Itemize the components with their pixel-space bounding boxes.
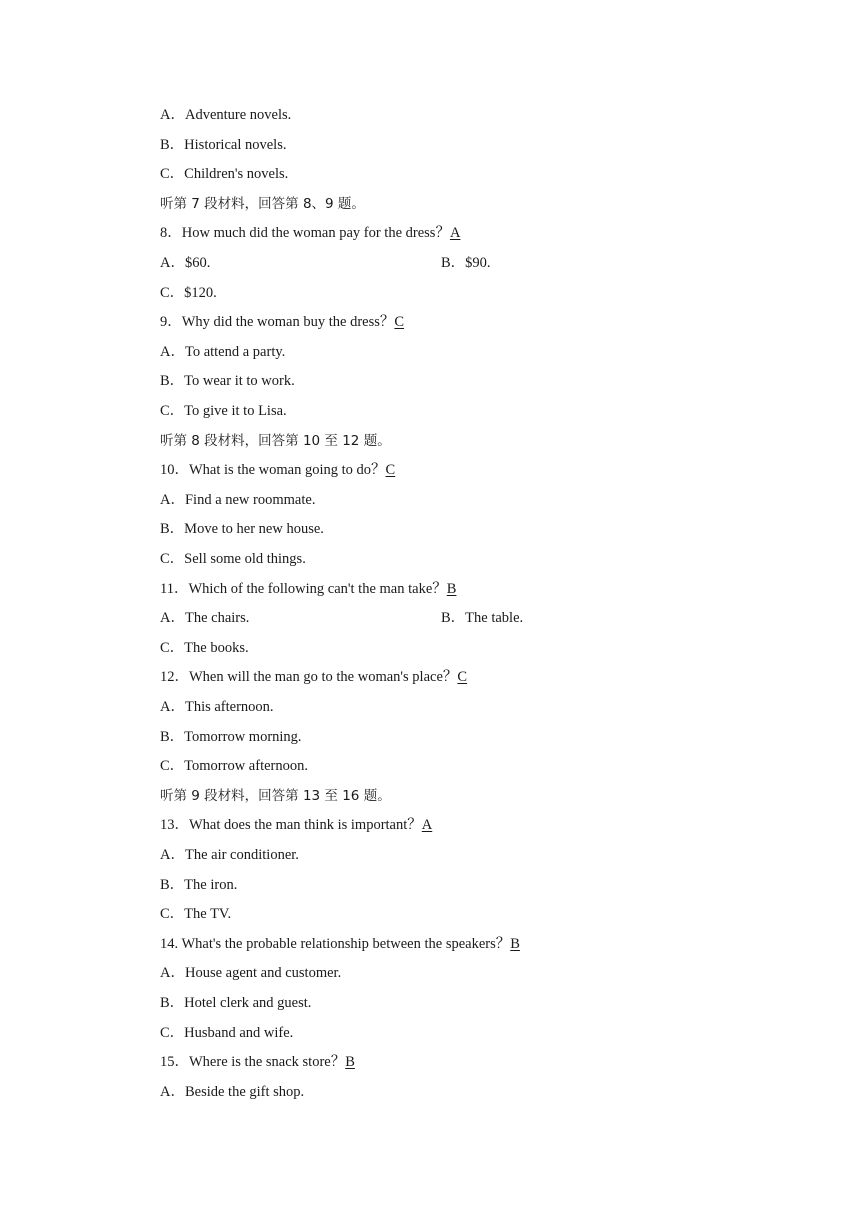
question-text: 9．Why did the woman buy the dress？	[160, 314, 395, 331]
answer-key: B	[446, 580, 457, 597]
option-text: A．The chairs.	[160, 610, 250, 627]
option-line: C．Husband and wife.	[160, 1024, 294, 1041]
question-text: 14. What's the probable relationship between the speakers？	[160, 935, 511, 952]
option-line: C．The books.	[160, 639, 249, 656]
question-line	[160, 224, 460, 242]
option-line: A．Adventure novels.	[160, 107, 292, 123]
option-line: B．Move to her new house.	[160, 521, 324, 538]
option-line: A．This afternoon.	[160, 699, 274, 715]
section-heading: 听第 9 段材料，回答第 13 至 16 题。	[160, 787, 391, 804]
option-line: B．Historical novels.	[160, 136, 287, 153]
question-line	[160, 816, 432, 834]
option-line: C．Children's novels.	[160, 166, 289, 183]
question-text: 10．What is the woman going to do？	[160, 462, 386, 479]
section-heading: 听第 7 段材料，回答第 8、9 题。	[160, 195, 365, 212]
option-line: B．Tomorrow morning.	[160, 728, 302, 745]
answer-key: A	[449, 225, 461, 242]
answer-key: B	[345, 1054, 355, 1071]
option-line: A．House agent and customer.	[160, 965, 342, 982]
option-line: A．Find a new roommate.	[160, 491, 316, 508]
question-text: 13．What does the man think is important？	[160, 817, 422, 834]
question-text: 12．When will the man go to the woman's place？	[160, 669, 458, 686]
question-line	[160, 1053, 355, 1071]
option-line: C．Sell some old things.	[160, 551, 306, 567]
option-line: C．Tomorrow afternoon.	[160, 758, 308, 775]
option-line: C．The TV.	[160, 906, 232, 923]
answer-key: B	[510, 935, 520, 952]
question-line	[160, 313, 404, 331]
option-line: A．To attend a party.	[160, 343, 286, 360]
question-line	[160, 935, 520, 953]
answer-key: C	[385, 462, 396, 479]
question-text: 15．Where is the snack store？	[160, 1054, 346, 1071]
answer-key: C	[394, 314, 405, 331]
option-line: A．Beside the gift shop.	[160, 1083, 305, 1100]
option-text: A．$60.	[160, 255, 211, 271]
option-line: B．The iron.	[160, 876, 238, 893]
question-text: 8．How much did the woman pay for the dress？	[160, 225, 450, 242]
question-line	[160, 461, 395, 479]
option-line: B．To wear it to work.	[160, 373, 295, 390]
option-line: C．$120.	[160, 284, 217, 301]
answer-key: A	[421, 817, 433, 834]
question-line	[160, 580, 456, 598]
question-text: 11．Which of the following can't the man take？	[160, 580, 447, 597]
option-line: B．Hotel clerk and guest.	[160, 995, 312, 1011]
option-text: B．$90.	[441, 255, 491, 271]
section-heading: 听第 8 段材料，回答第 10 至 12 题。	[160, 432, 391, 449]
option-text: B．The table.	[441, 610, 524, 627]
option-pair-line	[160, 254, 491, 272]
question-line	[160, 668, 467, 686]
option-line: A．The air conditioner.	[160, 847, 299, 863]
answer-key: C	[457, 669, 468, 686]
option-line: C．To give it to Lisa.	[160, 403, 287, 419]
option-pair-line	[160, 609, 524, 627]
